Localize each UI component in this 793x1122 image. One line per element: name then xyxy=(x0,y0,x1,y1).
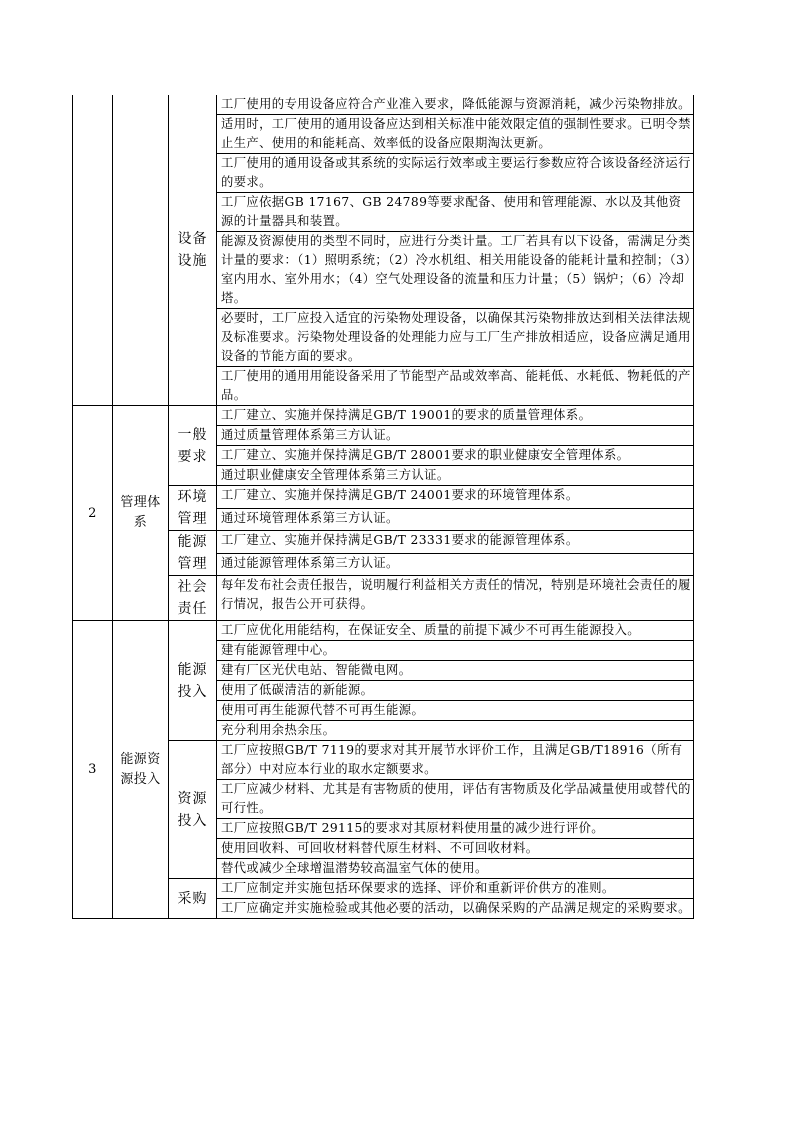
section-category xyxy=(113,95,169,406)
requirement-text: 通过能源管理体系第三方认证。 xyxy=(217,553,694,576)
requirement-text: 工厂应确定并实施检验或其他必要的活动，以确保采购的产品满足规定的采购要求。 xyxy=(217,899,694,919)
requirement-text: 工厂建立、实施并保持满足GB/T 23331要求的能源管理体系。 xyxy=(217,531,694,554)
requirements-table xyxy=(72,95,694,919)
table-row xyxy=(73,406,694,426)
requirement-text: 替代或减少全球增温潜势较高温室气体的使用。 xyxy=(217,859,694,879)
requirement-text: 工厂应减少材料、尤其是有害物质的使用，评估有害物质及化学品减量使用或替代的可行性。 xyxy=(217,780,694,819)
requirement-text: 工厂使用的专用设备应符合产业准入要求，降低能源与资源消耗，减少污染物排放。 xyxy=(217,95,694,115)
requirement-text: 工厂应制定并实施包括环保要求的选择、评价和重新评价供方的准则。 xyxy=(217,879,694,899)
requirement-text: 工厂应依据GB 17167、GB 24789等要求配备、使用和管理能源、水以及其他资源的计量器具和装置。 xyxy=(217,193,694,232)
section-category: 能源资源投入 xyxy=(113,621,169,919)
subcategory-cell: 设备设施 xyxy=(169,95,217,406)
requirement-text: 工厂应按照GB/T 29115的要求对其原材料使用量的减少进行评价。 xyxy=(217,819,694,839)
subcategory-cell: 能源管理 xyxy=(169,531,217,576)
table-row xyxy=(73,621,694,641)
requirement-text: 适用时，工厂使用的通用设备应达到相关标准中能效限定值的强制性要求。已明令禁止生产、使用的和能耗高、效率低的设备应限期淘汰更新。 xyxy=(217,115,694,154)
table-row xyxy=(73,95,694,115)
subcategory-cell: 社会责任 xyxy=(169,576,217,621)
requirement-text: 通过质量管理体系第三方认证。 xyxy=(217,426,694,446)
requirement-text: 每年发布社会责任报告，说明履行利益相关方责任的情况，特别是环境社会责任的履行情况，报告公开可获得。 xyxy=(217,576,694,621)
subcategory-cell: 采购 xyxy=(169,879,217,919)
section-number xyxy=(73,95,113,406)
subcategory-cell: 环境管理 xyxy=(169,486,217,531)
requirement-text: 使用回收料、可回收材料替代原生材料、不可回收材料。 xyxy=(217,839,694,859)
section-number: 3 xyxy=(73,621,113,919)
requirement-text: 使用了低碳清洁的新能源。 xyxy=(217,681,694,701)
requirement-text: 工厂建立、实施并保持满足GB/T 19001的要求的质量管理体系。 xyxy=(217,406,694,426)
section-number: 2 xyxy=(73,406,113,621)
subcategory-cell: 一般要求 xyxy=(169,406,217,486)
requirement-text: 工厂应优化用能结构，在保证安全、质量的前提下减少不可再生能源投入。 xyxy=(217,621,694,641)
requirement-text: 充分利用余热余压。 xyxy=(217,721,694,741)
requirement-text: 能源及资源使用的类型不同时，应进行分类计量。工厂若具有以下设备，需满足分类计量的要求：（1）照明系统；（2）冷水机组、相关用能设备的能耗计量和控制；（3）室内用水、室外用水；（4）空气处理设备的流量和压力计量；（5）锅炉；（6）冷却塔。 xyxy=(217,232,694,309)
requirement-text: 建有厂区光伏电站、智能微电网。 xyxy=(217,661,694,681)
requirement-text: 工厂使用的通用用能设备采用了节能型产品或效率高、能耗低、水耗低、物耗低的产品。 xyxy=(217,367,694,406)
requirement-text: 工厂使用的通用设备或其系统的实际运行效率或主要运行参数应符合该设备经济运行的要求。 xyxy=(217,154,694,193)
requirement-text: 工厂应按照GB/T 7119的要求对其开展节水评价工作，且满足GB/T18916（所有部分）中对应本行业的取水定额要求。 xyxy=(217,741,694,780)
requirements-table-body xyxy=(73,95,694,919)
section-category: 管理体系 xyxy=(113,406,169,621)
requirement-text: 通过职业健康安全管理体系第三方认证。 xyxy=(217,466,694,486)
requirement-text: 通过环境管理体系第三方认证。 xyxy=(217,508,694,531)
subcategory-cell: 资源投入 xyxy=(169,741,217,879)
requirement-text: 使用可再生能源代替不可再生能源。 xyxy=(217,701,694,721)
subcategory-cell: 能源投入 xyxy=(169,621,217,741)
requirement-text: 建有能源管理中心。 xyxy=(217,641,694,661)
requirement-text: 工厂建立、实施并保持满足GB/T 24001要求的环境管理体系。 xyxy=(217,486,694,509)
requirement-text: 工厂建立、实施并保持满足GB/T 28001要求的职业健康安全管理体系。 xyxy=(217,446,694,466)
requirement-text: 必要时，工厂应投入适宜的污染物处理设备，以确保其污染物排放达到相关法律法规及标准要求。污染物处理设备的处理能力应与工厂生产排放相适应，设备应满足通用设备的节能方面的要求。 xyxy=(217,309,694,367)
